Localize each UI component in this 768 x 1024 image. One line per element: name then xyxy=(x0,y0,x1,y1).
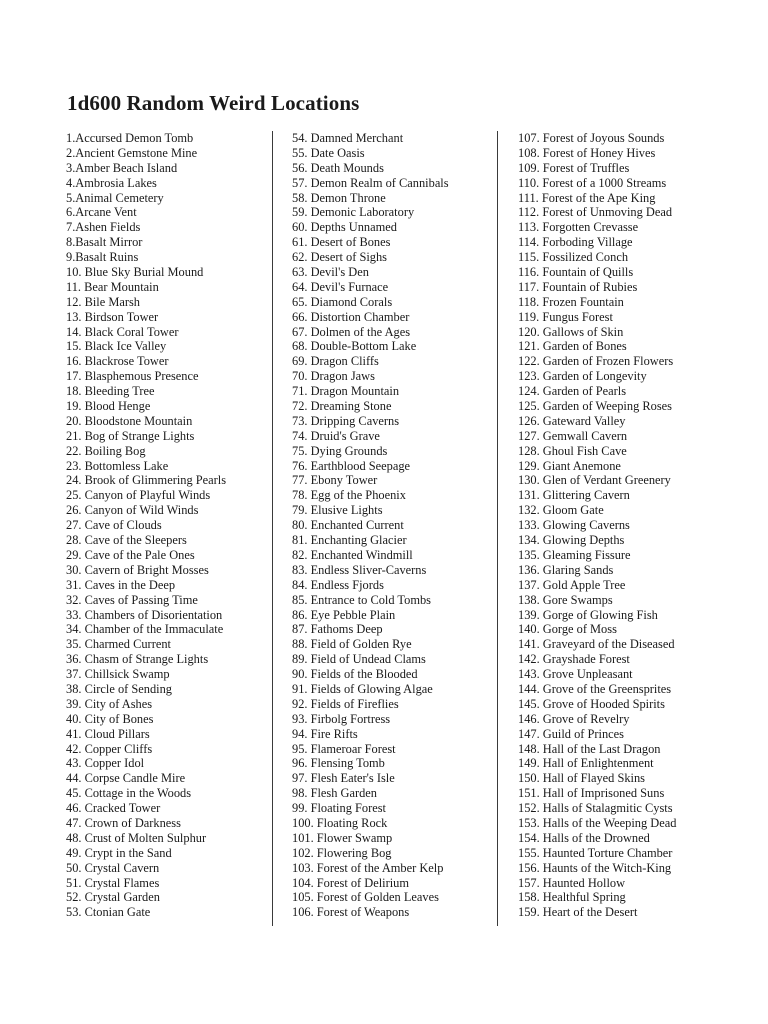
list-item: 142. Grayshade Forest xyxy=(518,652,630,667)
list-item: 45. Cottage in the Woods xyxy=(66,786,192,801)
list-item: 19. Blood Henge xyxy=(66,399,151,414)
list-item: 138. Gore Swamps xyxy=(518,592,613,607)
list-item: 40. City of Bones xyxy=(66,711,154,726)
list-item: 137. Gold Apple Tree xyxy=(518,577,626,592)
list-item: 27. Cave of Clouds xyxy=(66,518,162,533)
list-item: 100. Floating Rock xyxy=(292,815,388,830)
list-item: 118. Frozen Fountain xyxy=(518,294,624,309)
list-item: 141. Graveyard of the Diseased xyxy=(518,637,675,652)
list-item: 49. Crypt in the Sand xyxy=(66,845,172,860)
location-column-3 xyxy=(518,131,738,926)
list-item: 59. Demonic Laboratory xyxy=(292,205,415,220)
list-item: 16. Blackrose Tower xyxy=(66,354,169,369)
column-divider xyxy=(272,131,273,926)
list-item: 89. Field of Undead Clams xyxy=(292,652,426,667)
list-item: 15. Black Ice Valley xyxy=(66,339,167,354)
list-item: 125. Garden of Weeping Roses xyxy=(518,399,672,414)
list-item: 54. Damned Merchant xyxy=(292,131,404,145)
list-item: 151. Hall of Imprisoned Suns xyxy=(518,786,665,801)
list-item: 139. Gorge of Glowing Fish xyxy=(518,607,658,622)
list-item: 31. Caves in the Deep xyxy=(66,577,176,592)
list-item: 126. Gateward Valley xyxy=(518,413,626,428)
list-item: 48. Crust of Molten Sulphur xyxy=(66,830,207,845)
list-item: 26. Canyon of Wild Winds xyxy=(66,503,199,518)
list-item: 66. Distortion Chamber xyxy=(292,309,410,324)
list-item: 68. Double-Bottom Lake xyxy=(292,339,417,354)
location-list xyxy=(66,131,272,920)
list-item: 103. Forest of the Amber Kelp xyxy=(292,860,444,875)
list-item: 24. Brook of Glimmering Pearls xyxy=(66,473,227,488)
list-item: 36. Chasm of Strange Lights xyxy=(66,652,209,667)
list-item: 57. Demon Realm of Cannibals xyxy=(292,175,449,190)
list-item: 47. Crown of Darkness xyxy=(66,815,181,830)
list-item: 123. Garden of Longevity xyxy=(518,369,647,384)
list-item: 73. Dripping Caverns xyxy=(292,413,400,428)
list-item: 65. Diamond Corals xyxy=(292,294,393,309)
list-item: 1.Accursed Demon Tomb xyxy=(66,131,194,145)
list-item: 156. Haunts of the Witch-King xyxy=(518,860,672,875)
location-list xyxy=(518,131,738,920)
list-item: 33. Chambers of Disorientation xyxy=(66,607,223,622)
list-item: 153. Halls of the Weeping Dead xyxy=(518,815,677,830)
list-item: 108. Forest of Honey Hives xyxy=(518,145,656,160)
list-item: 116. Fountain of Quills xyxy=(518,265,634,280)
list-item: 136. Glaring Sands xyxy=(518,562,614,577)
list-item: 9.Basalt Ruins xyxy=(66,250,139,265)
list-item: 98. Flesh Garden xyxy=(292,786,377,801)
list-item: 52. Crystal Garden xyxy=(66,890,160,905)
list-item: 133. Glowing Caverns xyxy=(518,518,630,533)
list-item: 154. Halls of the Drowned xyxy=(518,830,650,845)
list-item: 95. Flameroar Forest xyxy=(292,741,396,756)
list-item: 114. Forboding Village xyxy=(518,235,633,250)
list-item: 155. Haunted Torture Chamber xyxy=(518,845,673,860)
list-item: 115. Fossilized Conch xyxy=(518,250,629,265)
list-item: 91. Fields of Glowing Algae xyxy=(292,681,433,696)
list-item: 8.Basalt Mirror xyxy=(66,235,143,250)
list-item: 20. Bloodstone Mountain xyxy=(66,413,193,428)
list-item: 10. Blue Sky Burial Mound xyxy=(66,265,204,280)
list-item: 113. Forgotten Crevasse xyxy=(518,220,639,235)
list-item: 30. Cavern of Bright Mosses xyxy=(66,562,209,577)
list-item: 46. Cracked Tower xyxy=(66,801,161,816)
list-item: 25. Canyon of Playful Winds xyxy=(66,488,211,503)
list-item: 43. Copper Idol xyxy=(66,756,145,771)
list-item: 29. Cave of the Pale Ones xyxy=(66,547,195,562)
list-item: 109. Forest of Truffles xyxy=(518,160,630,175)
list-item: 106. Forest of Weapons xyxy=(292,905,410,920)
list-item: 94. Fire Rifts xyxy=(292,726,358,741)
list-item: 81. Enchanting Glacier xyxy=(292,533,407,548)
list-item: 34. Chamber of the Immaculate xyxy=(66,622,224,637)
list-item: 145. Grove of Hooded Spirits xyxy=(518,696,665,711)
list-item: 127. Gemwall Cavern xyxy=(518,428,628,443)
list-item: 55. Date Oasis xyxy=(292,145,365,160)
list-item: 13. Birdson Tower xyxy=(66,309,159,324)
list-item: 134. Glowing Depths xyxy=(518,533,625,548)
list-item: 104. Forest of Delirium xyxy=(292,875,410,890)
list-item: 152. Halls of Stalagmitic Cysts xyxy=(518,801,673,816)
list-item: 76. Earthblood Seepage xyxy=(292,458,411,473)
list-item: 147. Guild of Princes xyxy=(518,726,624,741)
location-list xyxy=(292,131,498,920)
list-item: 93. Firbolg Fortress xyxy=(292,711,391,726)
list-item: 105. Forest of Golden Leaves xyxy=(292,890,439,905)
list-item: 86. Eye Pebble Plain xyxy=(292,607,396,622)
list-item: 79. Elusive Lights xyxy=(292,503,383,518)
list-item: 17. Blasphemous Presence xyxy=(66,369,199,384)
list-item: 53. Ctonian Gate xyxy=(66,905,151,920)
column-divider xyxy=(497,131,498,926)
list-item: 7.Ashen Fields xyxy=(66,220,141,235)
list-item: 18. Bleeding Tree xyxy=(66,384,155,399)
list-item: 72. Dreaming Stone xyxy=(292,399,392,414)
list-item: 144. Grove of the Greensprites xyxy=(518,681,672,696)
list-item: 97. Flesh Eater's Isle xyxy=(292,771,395,786)
list-item: 38. Circle of Sending xyxy=(66,681,172,696)
list-item: 77. Ebony Tower xyxy=(292,473,378,488)
list-item: 143. Grove Unpleasant xyxy=(518,667,633,682)
list-item: 39. City of Ashes xyxy=(66,696,153,711)
list-item: 37. Chillsick Swamp xyxy=(66,667,170,682)
list-item: 83. Endless Sliver-Caverns xyxy=(292,562,427,577)
list-item: 22. Boiling Bog xyxy=(66,443,146,458)
list-item: 128. Ghoul Fish Cave xyxy=(518,443,627,458)
list-item: 124. Garden of Pearls xyxy=(518,384,627,399)
list-item: 70. Dragon Jaws xyxy=(292,369,375,384)
list-item: 58. Demon Throne xyxy=(292,190,386,205)
list-item: 44. Corpse Candle Mire xyxy=(66,771,186,786)
list-item: 85. Entrance to Cold Tombs xyxy=(292,592,431,607)
list-item: 150. Hall of Flayed Skins xyxy=(518,771,645,786)
list-item: 51. Crystal Flames xyxy=(66,875,160,890)
list-item: 41. Cloud Pillars xyxy=(66,726,150,741)
list-item: 148. Hall of the Last Dragon xyxy=(518,741,661,756)
list-item: 132. Gloom Gate xyxy=(518,503,604,518)
list-item: 96. Flensing Tomb xyxy=(292,756,385,771)
location-column-1 xyxy=(66,131,272,926)
list-item: 28. Cave of the Sleepers xyxy=(66,533,187,548)
list-item: 131. Glittering Cavern xyxy=(518,488,630,503)
list-item: 42. Copper Cliffs xyxy=(66,741,153,756)
list-item: 110. Forest of a 1000 Streams xyxy=(518,175,667,190)
list-item: 111. Forest of the Ape King xyxy=(518,190,656,205)
list-item: 5.Animal Cemetery xyxy=(66,190,164,205)
list-item: 84. Endless Fjords xyxy=(292,577,384,592)
list-item: 130. Glen of Verdant Greenery xyxy=(518,473,671,488)
list-item: 50. Crystal Cavern xyxy=(66,860,160,875)
list-item: 88. Field of Golden Rye xyxy=(292,637,412,652)
list-item: 140. Gorge of Moss xyxy=(518,622,617,637)
list-item: 3.Amber Beach Island xyxy=(66,160,178,175)
list-item: 120. Gallows of Skin xyxy=(518,324,624,339)
list-item: 121. Garden of Bones xyxy=(518,339,627,354)
list-item: 62. Desert of Sighs xyxy=(292,250,387,265)
list-item: 2.Ancient Gemstone Mine xyxy=(66,145,198,160)
list-item: 75. Dying Grounds xyxy=(292,443,388,458)
list-item: 11. Bear Mountain xyxy=(66,279,159,294)
list-item: 23. Bottomless Lake xyxy=(66,458,169,473)
list-item: 146. Grove of Revelry xyxy=(518,711,630,726)
list-item: 99. Floating Forest xyxy=(292,801,386,816)
list-item: 112. Forest of Unmoving Dead xyxy=(518,205,673,220)
list-item: 12. Bile Marsh xyxy=(66,294,140,309)
list-item: 35. Charmed Current xyxy=(66,637,171,652)
list-item: 158. Healthful Spring xyxy=(518,890,626,905)
list-item: 64. Devil's Furnace xyxy=(292,279,389,294)
list-item: 101. Flower Swamp xyxy=(292,830,393,845)
list-item: 122. Garden of Frozen Flowers xyxy=(518,354,674,369)
list-item: 82. Enchanted Windmill xyxy=(292,547,413,562)
list-item: 90. Fields of the Blooded xyxy=(292,667,418,682)
list-item: 159. Heart of the Desert xyxy=(518,905,638,920)
list-item: 60. Depths Unnamed xyxy=(292,220,397,235)
list-item: 149. Hall of Enlightenment xyxy=(518,756,654,771)
list-item: 56. Death Mounds xyxy=(292,160,384,175)
list-item: 80. Enchanted Current xyxy=(292,518,404,533)
list-item: 102. Flowering Bog xyxy=(292,845,392,860)
page-title: 1d600 Random Weird Locations xyxy=(67,91,360,115)
list-item: 107. Forest of Joyous Sounds xyxy=(518,131,665,145)
list-item: 87. Fathoms Deep xyxy=(292,622,383,637)
list-item: 71. Dragon Mountain xyxy=(292,384,400,399)
list-item: 129. Giant Anemone xyxy=(518,458,621,473)
list-item: 32. Caves of Passing Time xyxy=(66,592,198,607)
list-item: 119. Fungus Forest xyxy=(518,309,613,324)
list-item: 14. Black Coral Tower xyxy=(66,324,179,339)
list-item: 92. Fields of Fireflies xyxy=(292,696,399,711)
list-item: 63. Devil's Den xyxy=(292,265,369,280)
list-item: 69. Dragon Cliffs xyxy=(292,354,379,369)
list-item: 117. Fountain of Rubies xyxy=(518,279,638,294)
list-item: 135. Gleaming Fissure xyxy=(518,547,631,562)
list-item: 78. Egg of the Phoenix xyxy=(292,488,406,503)
list-item: 157. Haunted Hollow xyxy=(518,875,626,890)
list-item: 61. Desert of Bones xyxy=(292,235,391,250)
location-column-2 xyxy=(292,131,498,926)
list-item: 4.Ambrosia Lakes xyxy=(66,175,157,190)
list-item: 21. Bog of Strange Lights xyxy=(66,428,195,443)
list-item: 67. Dolmen of the Ages xyxy=(292,324,411,339)
list-item: 74. Druid's Grave xyxy=(292,428,380,443)
list-item: 6.Arcane Vent xyxy=(66,205,137,220)
